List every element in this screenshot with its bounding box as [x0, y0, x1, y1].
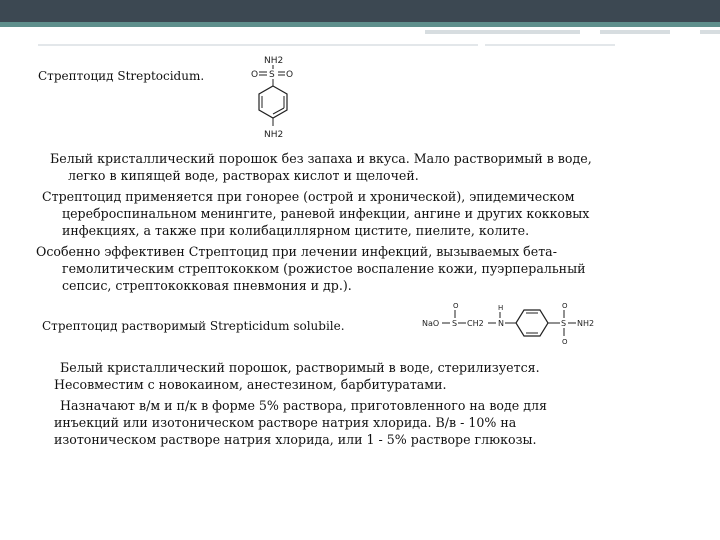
formula-ch2: CH2 — [467, 319, 484, 328]
formula-h: H — [498, 304, 504, 312]
drug2-dosing-line3: изотоническом растворе натрия хлорида, или 1 - 5% растворе глюкозы. — [54, 432, 537, 447]
formula-sulfur: S — [269, 70, 275, 80]
decor-rule — [38, 44, 478, 46]
formula-nao: NaO — [422, 319, 440, 328]
drug2-description-line1: Белый кристаллический порошок, растворимый в воде, стерилизуется. — [60, 360, 540, 375]
formula-s2-oxygen-bottom: O — [562, 338, 568, 346]
formula-s2: S — [561, 319, 567, 328]
drug1-description-line1: Белый кристаллический порошок без запаха и вкуса. Мало растворимый в воде, — [50, 151, 592, 166]
formula-oxygen-left: O — [251, 70, 259, 80]
drug1-heading: Стрептоцид Streptocidum. — [38, 69, 205, 83]
accent-bar — [0, 22, 720, 27]
decor-rule — [485, 44, 615, 46]
streptocide-structure — [236, 50, 311, 142]
formula-n: N — [498, 319, 504, 328]
formula-s2-oxygen-top: O — [562, 302, 568, 310]
decor-rule — [600, 30, 670, 34]
formula-nh2-top: NH2 — [264, 56, 284, 66]
formula-s1: S — [452, 319, 458, 328]
drug2-dosing-line1: Назначают в/м и п/к в форме 5% раствора, приготовленного на воде для — [60, 398, 547, 413]
drug2-description-line2: Несовместим с новокаином, анестезином, барбитуратами. — [54, 377, 447, 392]
drug1-description-line2: легко в кипящей воде, растворах кислот и щелочей. — [68, 168, 419, 183]
drug1-use-line3: инфекциях, а также при колибациллярном цистите, пиелите, колите. — [62, 223, 530, 238]
formula-nh2: NH2 — [577, 319, 595, 328]
formula-s1-oxygen: O — [453, 302, 459, 310]
drug1-effective-line3: сепсис, стрептококковая пневмония и др.). — [62, 278, 352, 293]
drug1-effective-line2: гемолитическим стрептококком (рожистое воспаление кожи, пуэрперальный — [62, 261, 586, 276]
decor-rule — [700, 30, 720, 34]
drug2-heading: Стрептоцид растворимый Strepticidum solubile. — [42, 319, 345, 333]
drug1-effective-line1: Особенно эффективен Стрептоцид при лечении инфекций, вызываемых бета- — [36, 244, 557, 259]
title-bar — [0, 0, 720, 22]
decor-rule — [425, 30, 580, 34]
drug1-use-line2: цереброспинальном менингите, раневой инфекции, ангине и других кокковых — [62, 206, 590, 221]
formula-oxygen-right: O — [286, 70, 294, 80]
drug2-dosing-line2: инъекций или изотоническом растворе натрия хлорида. В/в - 10% на — [54, 415, 517, 430]
drug1-use-line1: Стрептоцид применяется при гонорее (острой и хронической), эпидемическом — [42, 189, 575, 204]
formula-nh2-bottom: NH2 — [264, 130, 284, 140]
soluble-streptocide-structure — [420, 298, 620, 346]
